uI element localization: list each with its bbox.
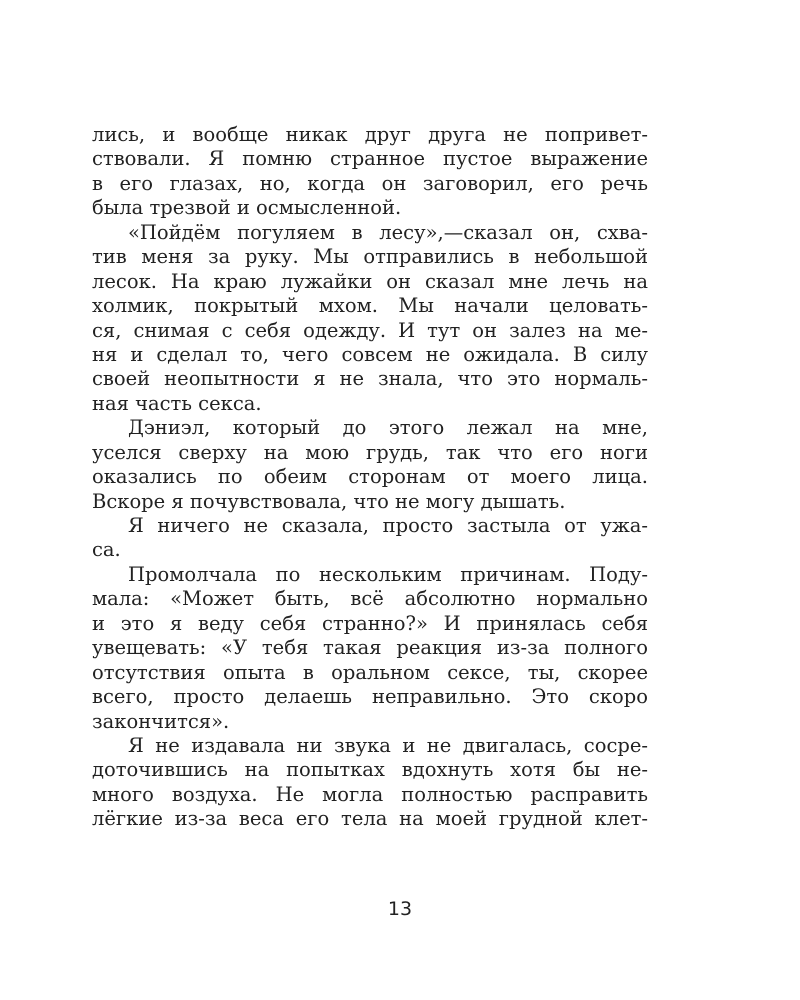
- text-line: ня и сделал то, чего совсем не ожидала. В силу: [92, 342, 648, 366]
- text-line: Вскоре я почувствовала, что не могу дышать.: [92, 489, 566, 513]
- text-line: Промолчала по нескольким причинам. Поду-: [128, 562, 648, 586]
- text-line: много воздуха. Не могла полностью расправить: [92, 782, 648, 806]
- text-line: уселся сверху на мою грудь, так что его ноги: [92, 440, 648, 464]
- text-line: оказались по обеим сторонам от моего лица.: [92, 465, 648, 489]
- text-line: тив меня за руку. Мы отправились в небольшой: [92, 245, 648, 269]
- text-line: Я не издавала ни звука и не двигалась, сосре-: [128, 733, 648, 757]
- text-line: мала: «Может быть, всё абсолютно нормально: [92, 587, 648, 611]
- text-line: доточившись на попытках вдохнуть хотя бы не-: [92, 758, 648, 782]
- text-line: лёгкие из-за веса его тела на моей грудной клет-: [92, 807, 648, 831]
- text-line: своей неопытности я не знала, что это нормаль-: [92, 367, 648, 391]
- text-line: всего, просто делаешь неправильно. Это скоро: [92, 685, 648, 709]
- page-number: 13: [387, 898, 413, 920]
- text-line: ствовали. Я помню странное пустое выражение: [92, 147, 648, 171]
- text-line: ся, снимая с себя одежду. И тут он залез на ме-: [92, 318, 648, 342]
- body-text: [92, 123, 648, 832]
- text-line: увещевать: «У тебя такая реакция из-за полного: [92, 636, 648, 660]
- text-line: са.: [92, 538, 121, 562]
- text-line: «Пойдём погуляем в лесу»,—сказал он, схва-: [128, 220, 648, 244]
- text-line: закончится».: [92, 709, 230, 733]
- text-line: была трезвой и осмысленной.: [92, 196, 402, 220]
- text-line: Я ничего не сказала, просто застыла от ужа-: [128, 514, 648, 537]
- text-line: Дэниэл, который до этого лежал на мне,: [128, 416, 648, 440]
- text-line: лесок. На краю лужайки он сказал мне лечь на: [92, 269, 648, 293]
- text-line: в его глазах, но, когда он заговорил, его речь: [92, 171, 648, 195]
- text-line: отсутствия опыта в оральном сексе, ты, скорее: [92, 660, 648, 684]
- text-line: и это я веду себя странно?» И принялась себя: [92, 611, 648, 635]
- text-line: лись, и вообще никак друг друга не попривет-: [92, 123, 648, 146]
- text-line: холмик, покрытый мхом. Мы начали целовать-: [92, 294, 648, 318]
- text-line: ная часть секса.: [92, 391, 262, 415]
